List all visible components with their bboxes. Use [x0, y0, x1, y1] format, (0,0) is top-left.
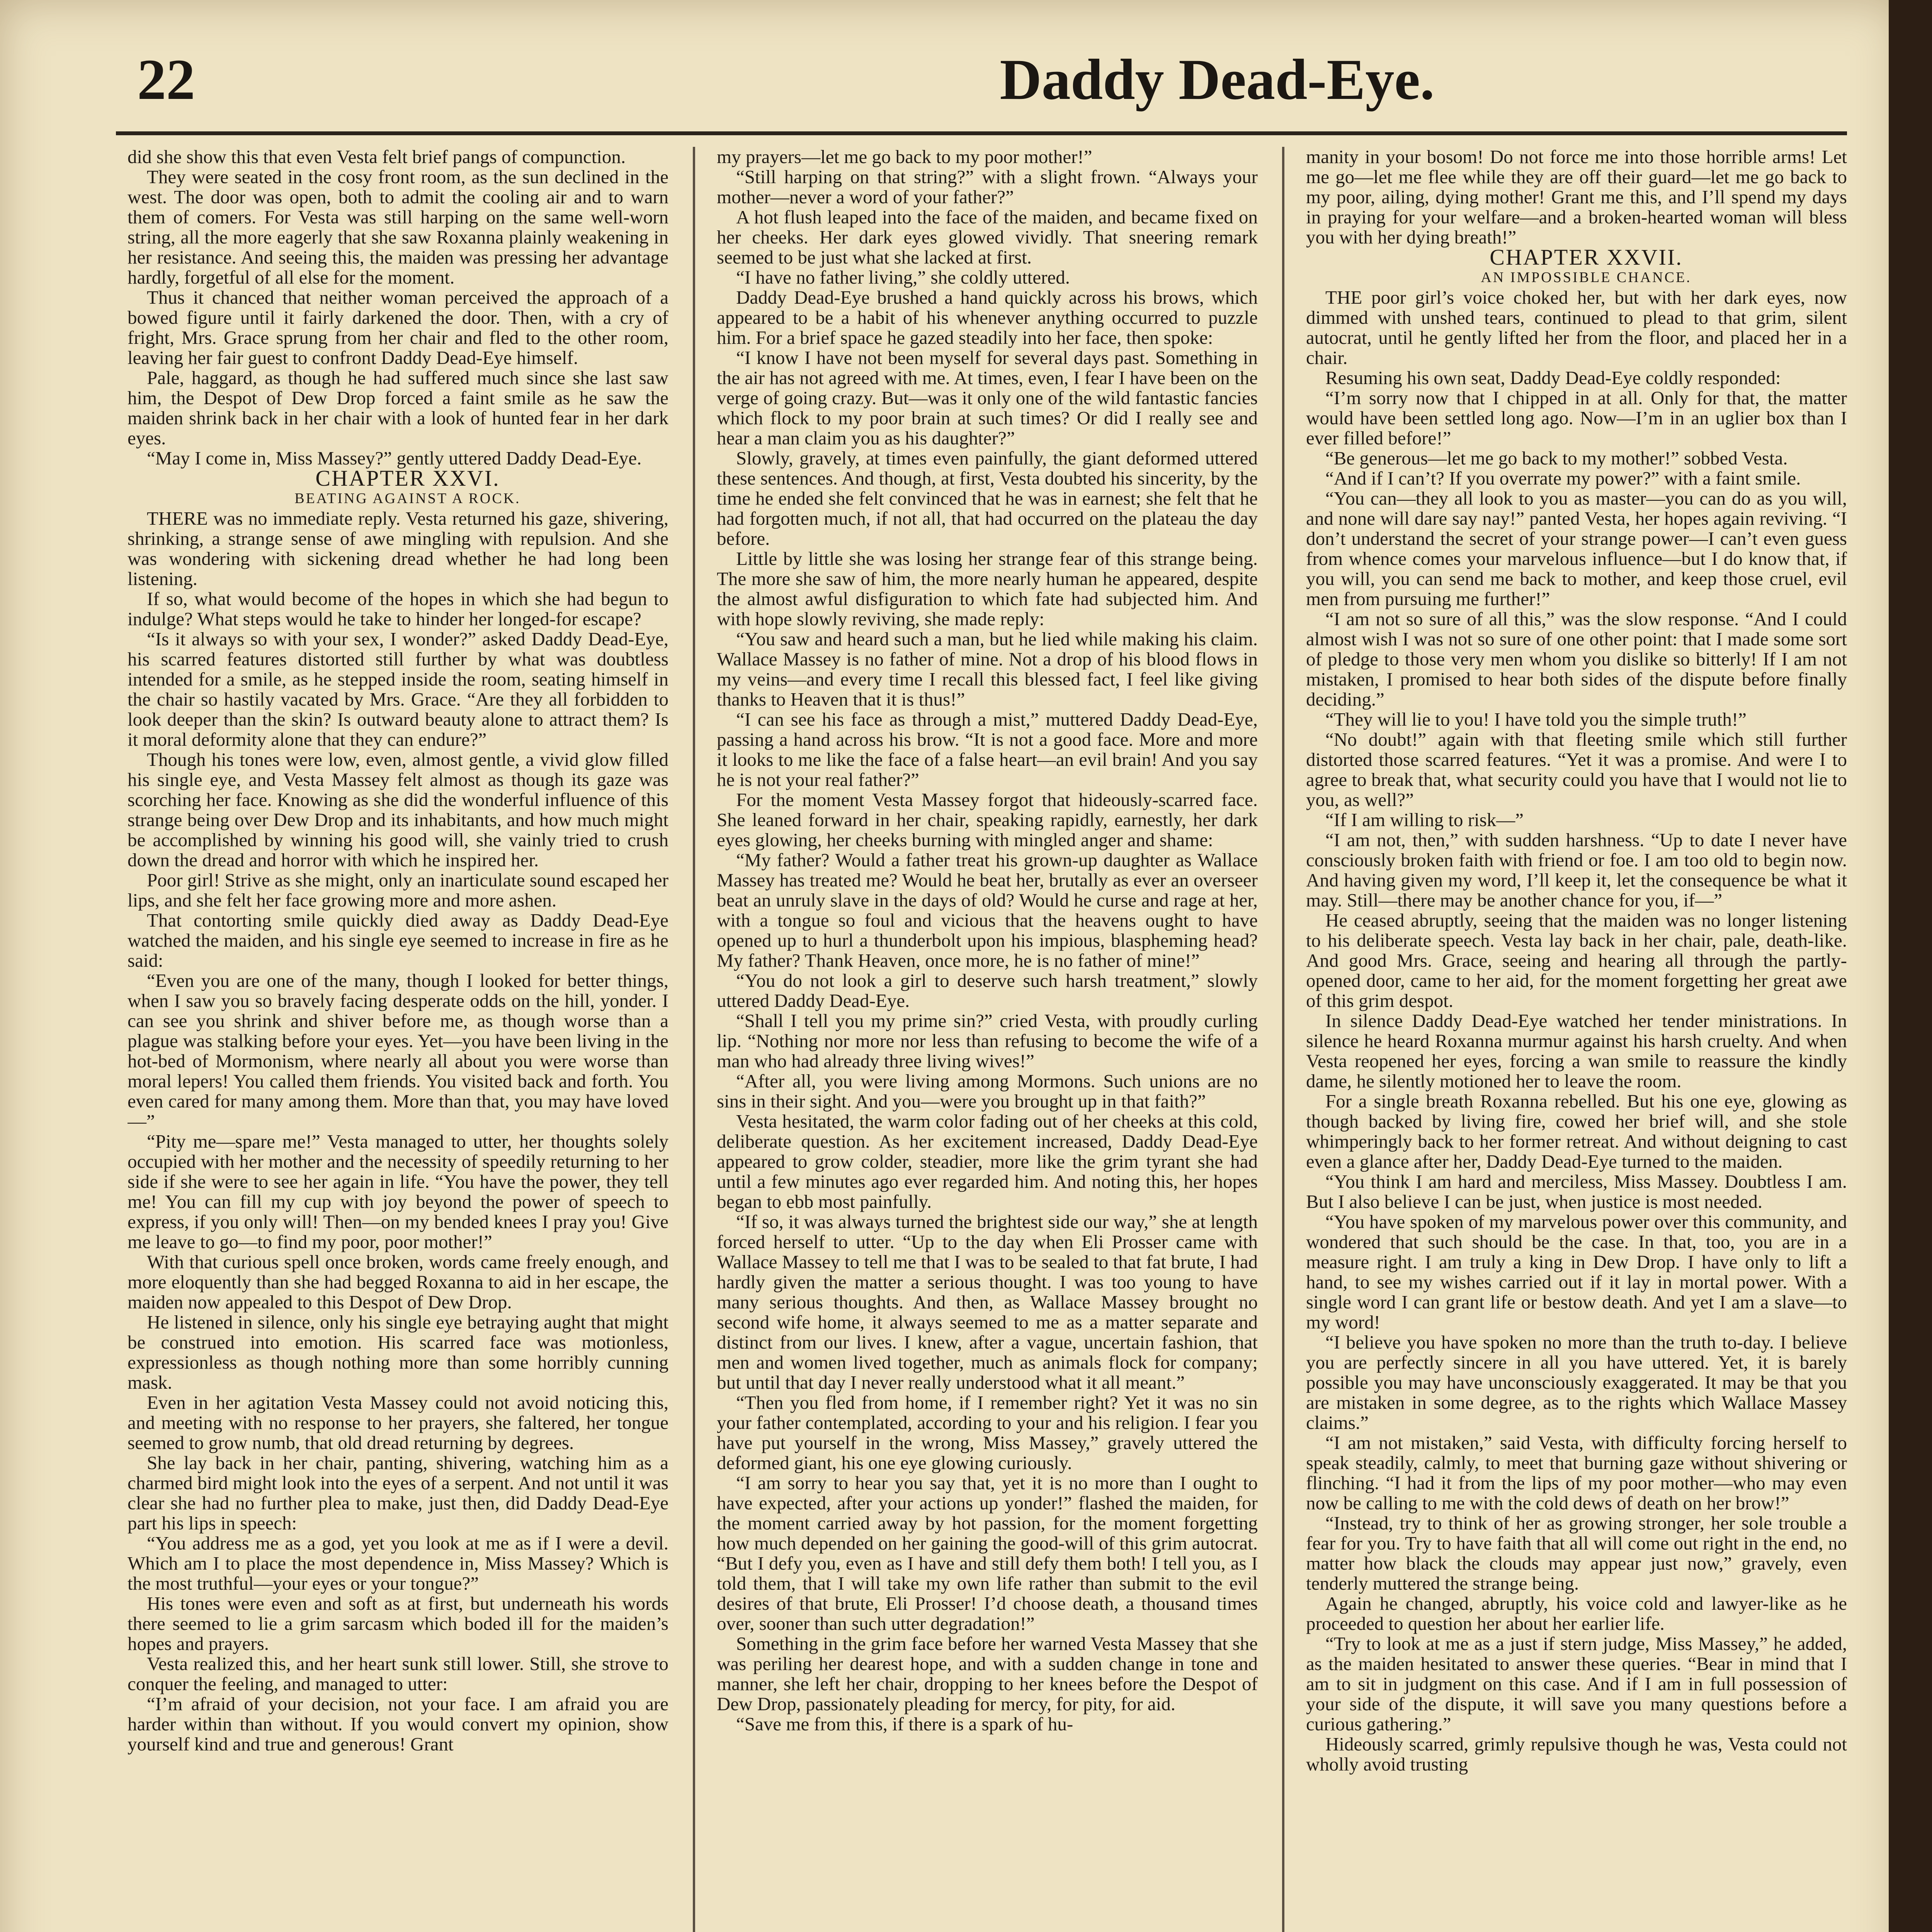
column-divider	[693, 147, 695, 1932]
paragraph: “I know I have not been myself for several days past. Something in the air has not agreed with me. At times, even, I fear I have been on the verge of going crazy. But—was it only one of the wild fantastic fancies which flock to my poor brain at such times? Or did I really see and hear a man claim you as his daughter?”	[717, 347, 1258, 449]
chapter-subtitle: AN IMPOSSIBLE CHANCE.	[1481, 269, 1692, 286]
paragraph: Little by little she was losing her strange fear of this strange being. The more she saw of him, the more nearly human he appeared, despite the almost awful disfiguration to which fate had subjected him. And with hope slowly reviving, she made reply:	[717, 548, 1258, 629]
paragraph: “Shall I tell you my prime sin?” cried Vesta, with proudly curling lip. “Nothing nor more nor less than refusing to become the wife of a man who had already three living wives!”	[717, 1010, 1258, 1071]
paragraph: “I’m sorry now that I chipped in at all. Only for that, the matter would have been settled long ago. Now—I’m in an uglier box than I ever filled before!”	[1306, 387, 1847, 449]
chapter-subtitle: BEATING AGAINST A ROCK.	[294, 490, 521, 507]
paragraph: “Even you are one of the many, though I looked for better things, when I saw you so bravely facing desperate odds on the hill, yonder. I can see you shrink and shiver before me, as though worse than a plague was stalking before your eyes. Yet—you have been living in the hot-bed of Mormonism, where nearly all about you were worse than moral lepers! You called them friends. You visited back and forth. You even cared for many among them. More than that, you may have loved—”	[128, 970, 668, 1132]
paragraph: “May I come in, Miss Massey?” gently uttered Daddy Dead-Eye.	[147, 447, 642, 469]
paragraph: “Save me from this, if there is a spark of hu-	[736, 1713, 1073, 1735]
paragraph: Resuming his own seat, Daddy Dead-Eye coldly responded:	[1325, 367, 1781, 388]
paragraph: “Is it always so with your sex, I wonder?” asked Daddy Dead-Eye, his scarred features distorted still further by what was doubtless intended for a smile, as he stepped inside the room, seating himself in the chair so hastily vacated by Mrs. Grace. “Are they all forbidden to look deeper than the skin? Is outward beauty alone to attract them? Is it moral deformity alone that they can endure?”	[128, 628, 668, 750]
paragraph: THE poor girl’s voice choked her, but with her dark eyes, now dimmed with unshed tears, continued to plead to that grim, silent autocrat, until he gently lifted her from the floor, and placed her in a chair.	[1306, 287, 1847, 368]
chapter-heading: CHAPTER XXVII.	[1490, 245, 1683, 270]
paragraph: THERE was no immediate reply. Vesta returned his gaze, shivering, shrinking, a strange sense of awe mingling with repulsion. And she was wondering with sickening dread whether he had long been listening.	[128, 508, 668, 589]
paragraph: A hot flush leaped into the face of the maiden, and became fixed on her cheeks. Her dark eyes glowed vividly. That sneering remark seemed to be just what she lacked at first.	[717, 206, 1258, 268]
paragraph: Daddy Dead-Eye brushed a hand quickly across his brows, which appeared to be a habit of his whenever anything occurred to puzzle him. For a brief space he gazed steadily into her face, then spoke:	[717, 287, 1258, 348]
paragraph: Again he changed, abruptly, his voice cold and lawyer-like as he proceeded to question her about her earlier life.	[1306, 1593, 1847, 1634]
paragraph: If so, what would become of the hopes in which she had begun to indulge? What steps would he take to hinder her longed-for escape?	[128, 588, 668, 629]
paragraph: “I’m afraid of your decision, not your face. I am afraid you are harder within than without. If you would convert my opinion, show yourself kind and true and generous! Grant	[128, 1693, 668, 1755]
paragraph: For a single breath Roxanna rebelled. But his one eye, glowing as though backed by living fire, cowed her brief will, and she stole whimperingly back to her former retreat. And without deigning to cast even a glance after her, Daddy Dead-Eye turned to the maiden.	[1306, 1090, 1847, 1172]
paragraph: “I believe you have spoken no more than the truth to-day. I believe you are perfectly sincere in all you have uttered. Yet, it is barely possible you may have unconsciously exaggerated. It may be that you are mistaken in some degree, as to the rights which Wallace Massey claims.”	[1306, 1332, 1847, 1433]
paragraph: “You address me as a god, yet you look at me as if I were a devil. Which am I to place the most dependence in, Miss Massey? Which is the most truthful—your eyes or your tongue?”	[128, 1532, 668, 1594]
paragraph: He listened in silence, only his single eye betraying aught that might be construed into emotion. His scarred face was motionless, expressionless as though nothing more than some horribly cunning mask.	[128, 1311, 668, 1393]
paragraph: “I can see his face as through a mist,” muttered Daddy Dead-Eye, passing a hand across his brow. “It is not a good face. More and more it looks to me like the face of a false heart—an evil brain! And you say he is not your real father?”	[717, 709, 1258, 790]
header-rule	[116, 131, 1847, 135]
paragraph: “After all, you were living among Mormons. Such unions are no sins in their sight. And you—were you brought up in that faith?”	[717, 1070, 1258, 1112]
paragraph: “Then you fled from home, if I remember right? Yet it was no sin your father contemplated, according to your and his religion. I fear you have put yourself in the wrong, Miss Massey,” gravely uttered the deformed giant, his one eye glowing curiously.	[717, 1392, 1258, 1473]
paragraph: Even in her agitation Vesta Massey could not avoid noticing this, and meeting with no response to her prayers, she faltered, her tongue seemed to grow numb, that old dread returning by degrees.	[128, 1392, 668, 1453]
paragraph: “I am sorry to hear you say that, yet it is no more than I ought to have expected, after your actions up yonder!” flashed the maiden, for the moment carried away by hot passion, for the moment forgetting how much depended on her gaining the good-will of this grim autocrat. “But I defy you, even as I have and still defy them both! I tell you, as I told them, that I will take my own life rather than submit to the evil desires of that brute, Eli Prosser! I’d choose death, a thousand times over, sooner than such utter degradation!”	[717, 1472, 1258, 1634]
paragraph: “My father? Would a father treat his grown-up daughter as Wallace Massey has treated me? Would he beat her, brutally as ever an overseer beat an unruly slave in the days of old? Would he curse and rage at her, with a tongue so foul and vicious that the heavens ought to have opened up to hurl a thunderbolt upon his impious, blaspheming head? My father? Thank Heaven, once more, he is no father of mine!”	[717, 849, 1258, 971]
paragraph: “Try to look at me as a just if stern judge, Miss Massey,” he added, as the maiden hesitated to answer these queries. “Bear in mind that I am to sit in judgment on this case. And if I am in full possession of your side of the dispute, it will save you many questions before a curious gathering.”	[1306, 1633, 1847, 1735]
paragraph: Something in the grim face before her warned Vesta Massey that she was periling her dearest hope, and with a sudden change in tone and manner, she left her chair, dropping to her knees before the Despot of Dew Drop, passionately pleading for mercy, for pity, for aid.	[717, 1633, 1258, 1714]
paragraph: “I am not so sure of all this,” was the slow response. “And I could almost wish I was not so sure of one other point: that I made some sort of pledge to those very men whom you dislike so bitterly! If I am not mistaken, I promised to hear both sides of the dispute before finally deciding.”	[1306, 608, 1847, 710]
paragraph: “If I am willing to risk—”	[1325, 809, 1524, 830]
paragraph: “Be generous—let me go back to my mother!” sobbed Vesta.	[1325, 447, 1788, 469]
paragraph: She lay back in her chair, panting, shivering, watching him as a charmed bird might look into the eyes of a serpent. And not until it was clear she had no further plea to make, just then, did Daddy Dead-Eye part his lips in speech:	[128, 1452, 668, 1534]
paragraph: “You do not look a girl to deserve such harsh treatment,” slowly uttered Daddy Dead-Eye.	[717, 970, 1258, 1011]
running-title: Daddy Dead-Eye.	[1000, 48, 1435, 112]
paragraph: Pale, haggard, as though he had suffered much since she last saw him, the Despot of Dew Drop forced a faint smile as he saw the maiden shrink back in her chair with a look of hunted fear in her dark eyes.	[128, 367, 668, 449]
paragraph: “If so, it was always turned the brightest side our way,” she at length forced herself to utter. “Up to the day when Eli Prosser came with Wallace Massey to tell me that I was to be sealed to that fat brute, I had hardly given the matter a serious thought. I was too young to have many serious thoughts. And then, as Wallace Massey brought no second wife home, it always seemed to me as a matter separate and distinct from our lives. I knew, after a vague, uncertain fashion, that men and women lived together, much as animals flock for company; but until that day I never really understood what it all meant.”	[717, 1211, 1258, 1393]
paragraph-continued: did she show this that even Vesta felt brief pangs of compunction.	[128, 147, 626, 167]
chapter-heading: CHAPTER XXVI.	[315, 466, 500, 491]
text-column-1	[128, 147, 668, 1932]
paragraph: “Still harping on that string?” with a slight frown. “Always your mother—never a word of your father?”	[717, 166, 1258, 207]
paragraph-continued: manity in your bosom! Do not force me into those horrible arms! Let me go—let me flee while they are off their guard—let me go back to my poor, ailing, dying mother! Grant me this, and I’ll spend my days in praying for your welfare—and a broken-hearted woman will bless you with her dying breath!”	[1306, 147, 1847, 248]
paragraph: “I am not, then,” with sudden harshness. “Up to date I never have consciously broken faith with friend or foe. I am too old to begin now. And having given my word, I’ll keep it, let the consequence be what it may. Still—there may be another chance for you, if—”	[1306, 829, 1847, 911]
paragraph: “They will lie to you! I have told you the simple truth!”	[1325, 709, 1747, 730]
paragraph-continued: my prayers—let me go back to my poor mother!”	[717, 147, 1092, 167]
paragraph: His tones were even and soft as at first, but underneath his words there seemed to lie a grim sarcasm which boded ill for the maiden’s hopes and prayers.	[128, 1593, 668, 1654]
paragraph: “Pity me—spare me!” Vesta managed to utter, her thoughts solely occupied with her mother and the necessity of speedily returning to her side if she were to see her again in life. “You have the power, they tell me! You can fill my cup with joy beyond the power of speech to express, if you only will! Then—on my bended knees I pray you! Give me leave to go—to find my poor, poor mother!”	[128, 1131, 668, 1252]
paragraph: That contorting smile quickly died away as Daddy Dead-Eye watched the maiden, and his single eye seemed to increase in fire as he said:	[128, 910, 668, 971]
paragraph: “You saw and heard such a man, but he lied while making his claim. Wallace Massey is no father of mine. Not a drop of his blood flows in my veins—and every time I recall this blessed fact, I feel like giving thanks to Heaven that it is thus!”	[717, 628, 1258, 710]
text-column-3	[1306, 147, 1847, 1932]
paragraph: For the moment Vesta Massey forgot that hideously-scarred face. She leaned forward in her chair, speaking rapidly, earnestly, her dark eyes glowing, her cheeks burning with mingled anger and shame:	[717, 789, 1258, 850]
paragraph: “I am not mistaken,” said Vesta, with difficulty forcing herself to speak steadily, calmly, to meet that burning gaze without shivering or flinching. “I had it from the lips of my poor mother—who may even now be calling to me with the cold dews of death on her brow!”	[1306, 1432, 1847, 1514]
paragraph: In silence Daddy Dead-Eye watched her tender ministrations. In silence he heard Roxanna murmur against his harsh cruelty. And when Vesta reopened her eyes, forcing a wan smile to reassure the kindly dame, he silently motioned her to leave the room.	[1306, 1010, 1847, 1092]
paragraph: Vesta realized this, and her heart sunk still lower. Still, she strove to conquer the feeling, and managed to utter:	[128, 1653, 668, 1694]
paragraph: “You have spoken of my marvelous power over this community, and wondered that such should be the case. In that, too, you are in a measure right. I am truly a king in Dew Drop. I have only to lift a hand, to see my wishes carried out if it lay in mortal power. With a single word I can grant life or bestow death. And yet I am a slave—to my word!	[1306, 1211, 1847, 1333]
paragraph: With that curious spell once broken, words came freely enough, and more eloquently than she had begged Roxanna to aid in her escape, the maiden now appealed to this Despot of Dew Drop.	[128, 1251, 668, 1313]
paragraph: They were seated in the cosy front room, as the sun declined in the west. The door was open, both to admit the cooling air and to warn them of comers. For Vesta was still harping on the same well-worn string, all the more eagerly that she saw Roxanna plainly weakening in her resistance. And seeing this, the maiden was pressing her advantage hardly, forgetful of all else for the moment.	[128, 166, 668, 288]
paragraph: “And if I can’t? If you overrate my power?” with a faint smile.	[1325, 468, 1801, 489]
paragraph: “I have no father living,” she coldly uttered.	[736, 267, 1070, 288]
paragraph: He ceased abruptly, seeing that the maiden was no longer listening to his deliberate speech. Vesta lay back in her chair, pale, death-like. And good Mrs. Grace, seeing and hearing all through the partly-opened door, came to her aid, for the moment forgetting her great awe of this grim despot.	[1306, 910, 1847, 1011]
paragraph: “Instead, try to think of her as growing stronger, her sole trouble a fear for you. Try to have faith that all will come out right in the end, no matter how black the clouds may appear just now,” gravely, even tenderly muttered the strange being.	[1306, 1512, 1847, 1594]
paragraph: Slowly, gravely, at times even painfully, the giant deformed uttered these sentences. And though, at first, Vesta doubted his sincerity, by the time he ended she felt convinced that he was in earnest; she felt that he had forgotten much, if not all, that had occurred on the plateau the day before.	[717, 447, 1258, 549]
paragraph: Vesta hesitated, the warm color fading out of her cheeks at this cold, deliberate question. As her excitement increased, Daddy Dead-Eye appeared to grow colder, steadier, more like the grim tyrant she had until a few minutes ago ever regarded him. And noting this, her hopes began to ebb most painfully.	[717, 1111, 1258, 1212]
paragraph: “No doubt!” again with that fleeting smile which still further distorted those scarred features. “Yet it was a promise. And were I to agree to break that, what security could you have that I would not lie to you, as well?”	[1306, 729, 1847, 810]
paragraph: “You think I am hard and merciless, Miss Massey. Doubtless I am. But I also believe I can be just, when justice is most needed.	[1306, 1171, 1847, 1212]
page-number: 22	[137, 48, 195, 112]
paragraph: Though his tones were low, even, almost gentle, a vivid glow filled his single eye, and Vesta Massey felt almost as though its gaze was scorching her face. Knowing as she did the wonderful influence of this strange being over Dew Drop and its inhabitants, and how much might be accomplished by winning his good will, she vainly tried to crush down the dread and horror with which he inspired her.	[128, 749, 668, 871]
paragraph: “You can—they all look to you as master—you can do as you will, and none will dare say nay!” panted Vesta, her hopes again reviving. “I don’t understand the secret of your strange power—I can’t even guess from whence comes your marvelous influence—but I do know that, if you will, you can send me back to mother, and keep those cruel, evil men from pursuing me further!”	[1306, 488, 1847, 609]
paragraph: Thus it chanced that neither woman perceived the approach of a bowed figure until it fairly darkened the door. Then, with a cry of fright, Mrs. Grace sprung from her chair and fled to the other room, leaving her fair guest to confront Daddy Dead-Eye himself.	[128, 287, 668, 368]
page-edge-shadow	[1889, 0, 1932, 1932]
paragraph: Poor girl! Strive as she might, only an inarticulate sound escaped her lips, and she felt her face growing more and more ashen.	[128, 869, 668, 911]
column-divider	[1282, 147, 1284, 1932]
paragraph: Hideously scarred, grimly repulsive though he was, Vesta could not wholly avoid trusting	[1306, 1733, 1847, 1775]
text-column-2	[717, 147, 1258, 1932]
